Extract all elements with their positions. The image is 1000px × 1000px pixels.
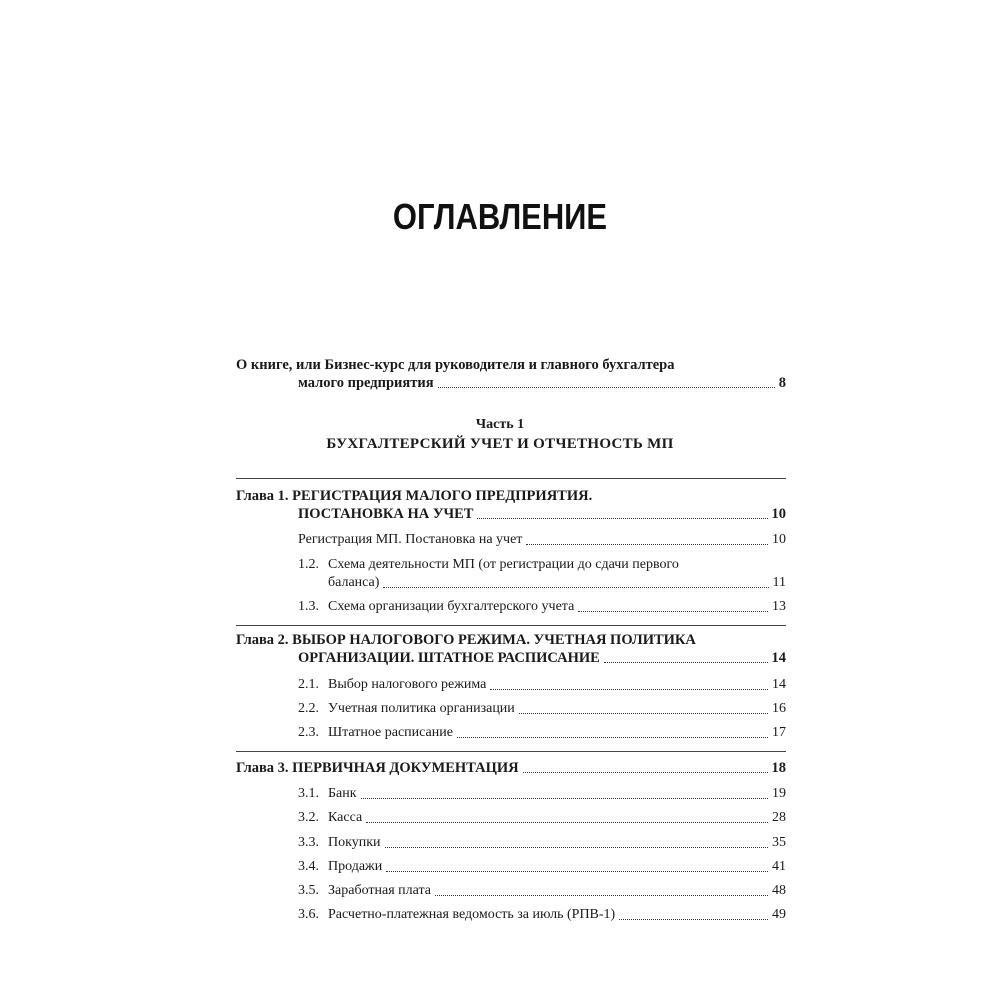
dot-leader — [435, 895, 768, 896]
dot-leader — [523, 772, 768, 773]
page-title: ОГЛАВЛЕНИЕ — [392, 196, 608, 237]
dot-leader — [519, 713, 768, 714]
section-page-number: 16 — [772, 701, 786, 716]
dot-leader — [361, 798, 768, 799]
chapter-3-page-number: 18 — [771, 760, 786, 776]
part-title: БУХГАЛТЕРСКИЙ УЧЕТ И ОТЧЕТНОСТЬ МП — [326, 436, 674, 452]
section-title: Заработная плата — [328, 883, 431, 898]
section-number: 1.2. — [298, 557, 319, 572]
section-2-3[interactable] — [298, 724, 786, 742]
section-3-6[interactable] — [298, 906, 786, 924]
section-number: 2.3. — [298, 725, 319, 740]
section-title: Выбор налогового режима — [328, 677, 487, 692]
section-2-2[interactable] — [298, 700, 786, 718]
dot-leader — [526, 544, 768, 545]
section-number: 3.2. — [298, 810, 319, 825]
section-page-number: 49 — [772, 907, 786, 922]
section-page-number: 17 — [772, 725, 786, 740]
chapter-2-title-line2: ОРГАНИЗАЦИИ. ШТАТНОЕ РАСПИСАНИЕ — [298, 650, 600, 666]
chapter-3-entry[interactable] — [236, 759, 786, 777]
dot-leader — [366, 822, 768, 823]
section-title: Покупки — [328, 835, 381, 850]
section-page-number: 41 — [772, 859, 786, 874]
divider — [236, 625, 786, 626]
dot-leader — [619, 919, 768, 920]
section-page-number: 28 — [772, 810, 786, 825]
section-number: 2.2. — [298, 701, 319, 716]
divider — [236, 478, 786, 479]
chapter-2-entry[interactable] — [298, 649, 786, 667]
section-page-number: 10 — [772, 532, 786, 547]
intro-title-line2: малого предприятия — [298, 375, 434, 391]
section-title: Штатное расписание — [328, 725, 453, 740]
section-title: Расчетно-платежная ведомость за июль (РПВ-1) — [328, 907, 616, 922]
part-label: Часть 1 — [475, 417, 525, 432]
section-page-number: 13 — [772, 599, 786, 614]
section-3-4[interactable] — [298, 858, 786, 876]
section-number: 3.6. — [298, 907, 319, 922]
divider — [236, 751, 786, 752]
intro-entry[interactable] — [298, 374, 786, 392]
section-3-1[interactable] — [298, 785, 786, 803]
section-number: 3.3. — [298, 835, 319, 850]
chapter-1-page-number: 10 — [771, 506, 786, 522]
section-page-number: 14 — [772, 677, 786, 692]
section-title: Учетная политика организации — [328, 701, 515, 716]
section-3-2[interactable] — [298, 809, 786, 827]
dot-leader — [490, 689, 768, 690]
section-1-1[interactable] — [298, 531, 786, 549]
dot-leader — [604, 662, 768, 663]
dot-leader — [386, 871, 768, 872]
section-page-number: 11 — [772, 575, 786, 590]
chapter-1-title-line1[interactable]: Глава 1. РЕГИСТРАЦИЯ МАЛОГО ПРЕДПРИЯТИЯ. — [236, 488, 593, 504]
dot-leader — [438, 387, 775, 388]
section-1-2-line1[interactable] — [298, 556, 679, 574]
section-number: 1.3. — [298, 599, 319, 614]
chapter-1-title-line2: ПОСТАНОВКА НА УЧЕТ — [298, 506, 474, 522]
section-1-3[interactable] — [298, 598, 786, 616]
intro-page-number: 8 — [778, 375, 786, 391]
section-number: 3.1. — [298, 786, 319, 801]
section-title-continued: баланса) — [328, 575, 380, 590]
chapter-2-page-number: 14 — [771, 650, 786, 666]
section-title: Схема организации бухгалтерского учета — [328, 599, 575, 614]
chapter-2-title-line1[interactable]: Глава 2. ВЫБОР НАЛОГОВОГО РЕЖИМА. УЧЕТНАЯ ПОЛИТИКА — [236, 632, 696, 648]
section-title: Касса — [328, 810, 363, 825]
section-title: Банк — [328, 786, 357, 801]
dot-leader — [383, 587, 768, 588]
section-page-number: 48 — [772, 883, 786, 898]
section-2-1[interactable] — [298, 676, 786, 694]
dot-leader — [477, 518, 767, 519]
dot-leader — [578, 611, 768, 612]
chapter-3-title: Глава 3. ПЕРВИЧНАЯ ДОКУМЕНТАЦИЯ — [236, 760, 519, 776]
chapter-1-entry[interactable] — [298, 505, 786, 523]
section-page-number: 19 — [772, 786, 786, 801]
section-number: 2.1. — [298, 677, 319, 692]
section-1-2[interactable] — [328, 574, 786, 592]
dot-leader — [385, 847, 769, 848]
section-title: Схема деятельности МП (от регистрации до сдачи первого — [328, 557, 679, 572]
intro-title-line1[interactable]: О книге, или Бизнес-курс для руководителя и главного бухгалтера — [236, 357, 675, 373]
section-3-5[interactable] — [298, 882, 786, 900]
section-number: 3.5. — [298, 883, 319, 898]
section-title: Регистрация МП. Постановка на учет — [298, 532, 523, 547]
section-3-3[interactable] — [298, 834, 786, 852]
section-title: Продажи — [328, 859, 383, 874]
section-number: 3.4. — [298, 859, 319, 874]
section-page-number: 35 — [772, 835, 786, 850]
dot-leader — [457, 737, 768, 738]
